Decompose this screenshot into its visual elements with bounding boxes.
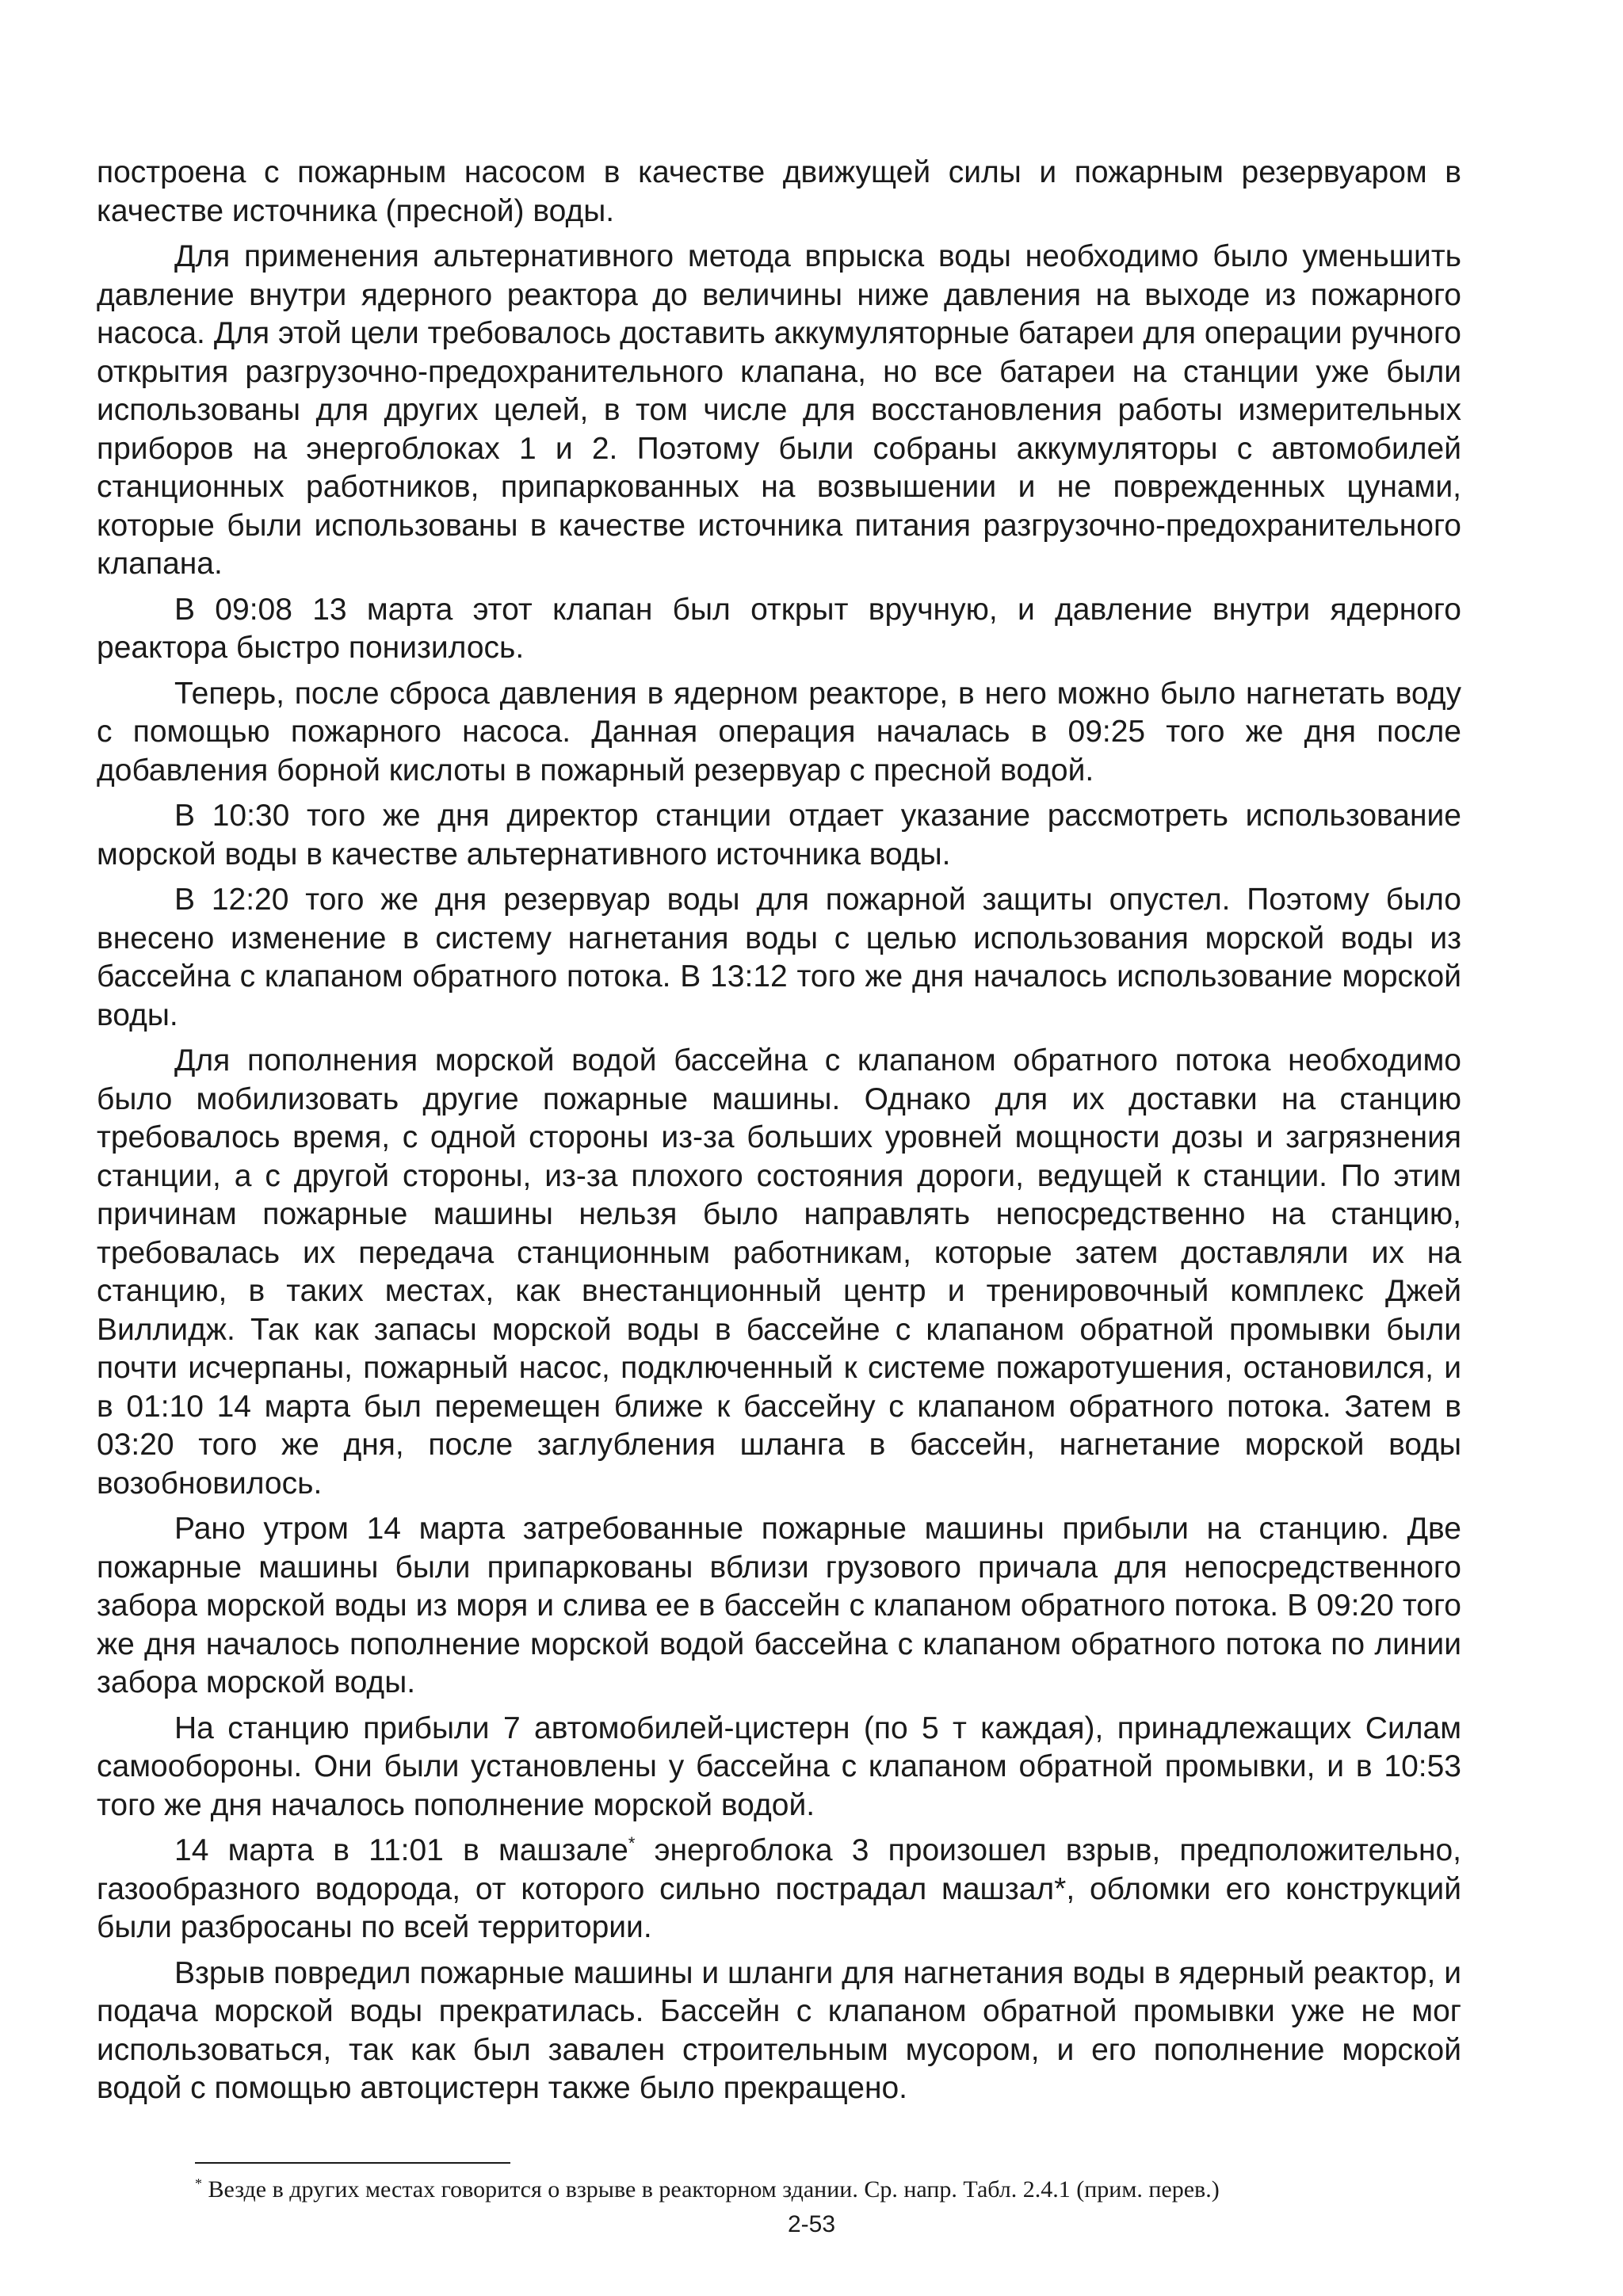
footnote-reference: * [628, 1833, 636, 1853]
paragraph: Рано утром 14 марта затребованные пожарные машины прибыли на станцию. Две пожарные машины были припаркованы вблизи грузового причала для непосредственного забора морской воды из моря и слива ее в бассейн с клапаном обратного потока. В 09:20 того же дня началось пополнение морской водой бассейна с клапаном обратного потока по линии забора морской воды. [97, 1512, 1461, 1699]
paragraph-text: энергоблока 3 произошел взрыв, предположительно, газообразного водорода, от которого сильно пострадал машзал*, обломки его конструкций были разбросаны по всей территории. [97, 1833, 1462, 1944]
paragraph-with-footnote [97, 1832, 1461, 1947]
paragraph: Для применения альтернативного метода впрыска воды необходимо было уменьшить давление внутри ядерного реактора до величины ниже давления на выходе из пожарного насоса. Для этой цели требовалось доставить аккумуляторные батареи для операции ручного открытия разгрузочно-предохранительного клапана, но все батареи на станции уже были использованы для других целей, в том числе для восстановления работы измерительных приборов на энергоблоках 1 и 2. Поэтому были собраны аккумуляторы с автомобилей станционных работников, припаркованных на возвышении и не поврежденных цунами, которые были использованы в качестве источника питания разгрузочно-предохранительного клапана. [97, 239, 1461, 581]
footnote-mark: * [195, 2176, 202, 2191]
paragraph: Теперь, после сброса давления в ядерном реакторе, в него можно было нагнетать воду с помощью пожарного насоса. Данная операция началась в 09:25 того же дня после добавления борной кислоты в пожарный резервуар с пресной водой. [97, 676, 1461, 788]
paragraph: Для пополнения морской водой бассейна с клапаном обратного потока необходимо было мобилизовать другие пожарные машины. Однако для их доставки на станцию требовалось время, с одной стороны из-за больших уровней мощности дозы и загрязнения станции, а с другой стороны, из-за плохого состояния дороги, ведущей к станции. По этим причинам пожарные машины нельзя было направлять непосредственно на станцию, требовалась их передача станционным работникам, которые затем доставляли их на станцию, в таких местах, как внестанционный центр и тренировочный комплекс Джей Виллидж. Так как запасы морской воды в бассейне с клапаном обратной промывки были почти исчерпаны, пожарный насос, подключенный к системе пожаротушения, остановился, и в 01:10 14 марта был перемещен ближе к бассейну с клапаном обратного потока. Затем в 03:20 того же дня, после заглубления шланга в бассейн, нагнетание морской воды возобновилось. [97, 1043, 1461, 1501]
paragraph: В 12:20 того же дня резервуар воды для пожарной защиты опустел. Поэтому было внесено изменение в систему нагнетания воды с целью использования морской воды из бассейна с клапаном обратного потока. В 13:12 того же дня началось использование морской воды. [97, 883, 1461, 1032]
document-body [97, 154, 1461, 2115]
page-number: 2-53 [787, 2211, 836, 2237]
footnote [195, 2176, 1463, 2204]
paragraph: В 09:08 13 марта этот клапан был открыт вручную, и давление внутри ядерного реактора быстро понизилось. [97, 592, 1461, 665]
paragraph: На станцию прибыли 7 автомобилей-цистерн (по 5 т каждая), принадлежащих Силам самообороны. Они были установлены у бассейна с клапаном обратной промывки, и в 10:53 того же дня началось пополнение морской водой. [97, 1711, 1461, 1822]
footnote-text: Везде в других местах говорится о взрыве в реакторном здании. Ср. напр. Табл. 2.4.1 (прим. перев.) [202, 2176, 1220, 2203]
footnote-separator [195, 2162, 510, 2164]
paragraph: построена с пожарным насосом в качестве движущей силы и пожарным резервуаром в качестве источника (пресной) воды. [97, 155, 1461, 228]
paragraph: В 10:30 того же дня директор станции отдает указание рассмотреть использование морской воды в качестве альтернативного источника воды. [97, 799, 1461, 871]
paragraph: Взрыв повредил пожарные машины и шланги для нагнетания воды в ядерный реактор, и подача морской воды прекратилась. Бассейн с клапаном обратной промывки уже не мог использоваться, так как был завален строительным мусором, и его пополнение морской водой с помощью автоцистерн также было прекращено. [97, 1955, 1461, 2105]
paragraph-text: 14 марта в 11:01 в машзале [174, 1833, 628, 1867]
